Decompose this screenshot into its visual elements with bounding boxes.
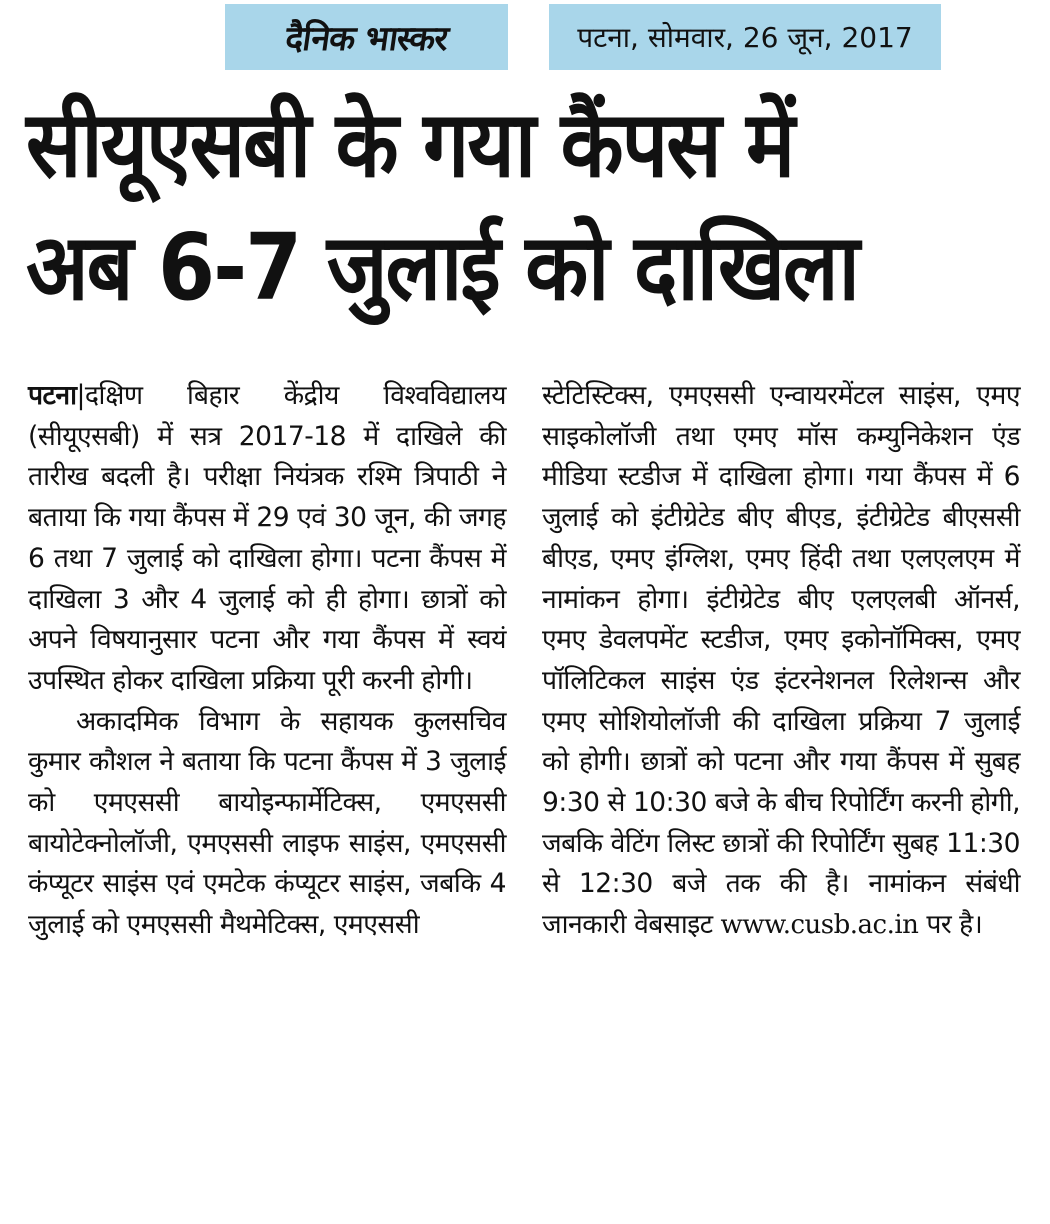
article-paragraph-3 bbox=[542, 376, 1020, 946]
paragraph-3-text: स्टेटिस्टिक्स, एमएससी एन्वायरमेंटल साइंस, एमए साइकोलॉजी तथा एमए मॉस कम्युनिकेशन एंड मीडिया स्टडीज में दाखिला होगा। गया कैंपस में 6 जुलाई को इंटीग्रेटेड बीए बीएड, इंटीग्रेटेड बीएससी बीएड, एमए इंग्लिश, एमए हिंदी तथा एलएलएम में नामांकन होगा। इंटीग्रेटेड बीए एलएलबी ऑनर्स, एमए डेवलपमेंट स्टडीज, एमए इकोनॉमिक्स, एमए पॉलिटिकल साइंस एंड इंटरनेशनल रिलेशन्स और एमए सोशियोलॉजी की दाखिला प्रक्रिया 7 जुलाई को होगी। छात्रों को पटना और गया कैंपस में सुबह 9:30 से 10:30 बजे के बीच रिपोर्टिंग करनी होगी, जबकि वेटिंग लिस्ट छात्रों की रिपोर्टिंग सुबह 11:30 से 12:30 बजे तक की है। नामांकन संबंधी जानकारी वेबसाइट bbox=[542, 380, 1020, 941]
headline-line-2: अब 6-7 जुलाई को दाखिला bbox=[26, 215, 858, 322]
dateline: पटना bbox=[28, 380, 77, 411]
paragraph-3-end: पर है। bbox=[926, 909, 983, 941]
newspaper-logo: दैनिक भास्कर bbox=[282, 19, 450, 59]
article-column-left bbox=[28, 376, 506, 946]
masthead-date-banner bbox=[549, 4, 941, 70]
dateline-separator: | bbox=[76, 380, 85, 411]
masthead-logo-banner bbox=[225, 4, 508, 70]
article-headline bbox=[26, 84, 1026, 330]
article-paragraph-2: अकादमिक विभाग के सहायक कुलसचिव कुमार कौशल ने बताया कि पटना कैंपस में 3 जुलाई को एमएससी बायोइन्फार्मेटिक्स, एमएससी बायोटेक्नोलॉजी, एमएससी लाइफ साइंस, एमएससी कंप्यूटर साइंस एवं एमटेक कंप्यूटर साइंस, जबकि 4 जुलाई को एमएससी मैथमेटिक्स, एमएससी bbox=[28, 705, 506, 941]
article-column-right bbox=[542, 376, 1020, 946]
paragraph-1-text: दक्षिण बिहार केंद्रीय विश्वविद्यालय (सीयूएसबी) में सत्र 2017-18 में दाखिले की तारीख बदली है। परीक्षा नियंत्रक रश्मि त्रिपाठी ने बताया कि गया कैंपस में 29 एवं 30 जून, की जगह 6 तथा 7 जुलाई को दाखिला होगा। पटना कैंपस में दाखिला 3 और 4 जुलाई को ही होगा। छात्रों को अपने विषयानुसार पटना और गया कैंपस में स्वयं उपस्थित होकर दाखिला प्रक्रिया पूरी करनी होगी। bbox=[28, 380, 506, 696]
headline-line-1: सीयूएसबी के गया कैंपस में bbox=[26, 91, 794, 199]
article-paragraph-1 bbox=[28, 376, 506, 702]
website-url: www.cusb.ac.in bbox=[720, 910, 919, 941]
edition-date: पटना, सोमवार, 26 जून, 2017 bbox=[577, 21, 913, 54]
